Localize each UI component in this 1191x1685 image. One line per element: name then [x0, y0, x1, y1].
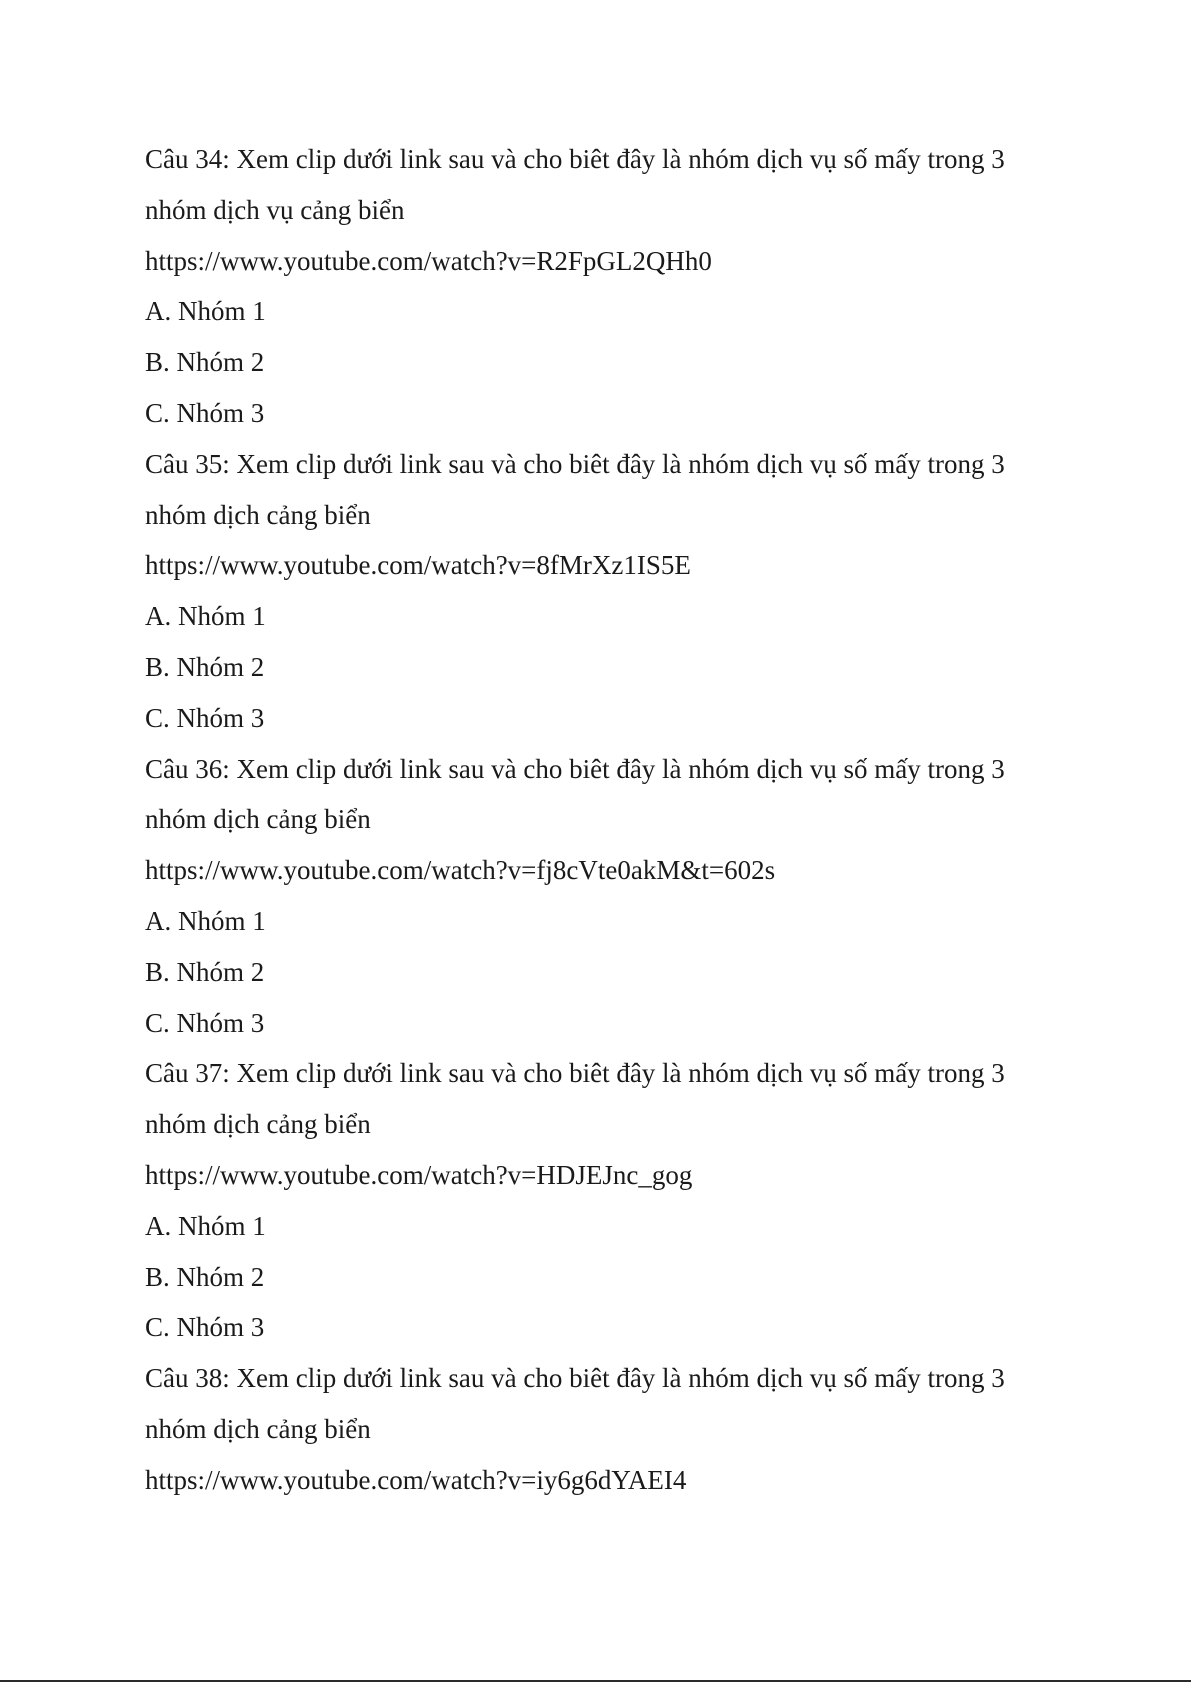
question-stem: Câu 34: Xem clip dưới link sau và cho biêt đây là nhóm dịch vụ số mấy trong 3	[145, 144, 1005, 174]
question-list	[145, 134, 1045, 1506]
answer-option: A. Nhóm 1	[145, 1210, 266, 1241]
question-block	[145, 1353, 1045, 1505]
question-stem-continued: nhóm dịch cảng biển	[145, 499, 371, 530]
video-link[interactable]: https://www.youtube.com/watch?v=iy6g6dYAEI4	[145, 1464, 687, 1495]
answer-option: A. Nhóm 1	[145, 296, 266, 327]
question-stem-continued: nhóm dịch vụ cảng biển	[145, 194, 405, 225]
question-block	[145, 134, 1045, 439]
question-stem-continued: nhóm dịch cảng biển	[145, 1109, 371, 1140]
answer-option: B. Nhóm 2	[145, 347, 265, 378]
answer-option: C. Nhóm 3	[145, 1007, 265, 1038]
question-stem-continued: nhóm dịch cảng biển	[145, 1413, 371, 1444]
video-link[interactable]: https://www.youtube.com/watch?v=fj8cVte0akM&t=602s	[145, 855, 776, 886]
answer-option: C. Nhóm 3	[145, 397, 265, 428]
answer-option: B. Nhóm 2	[145, 1261, 265, 1292]
answer-option: B. Nhóm 2	[145, 956, 265, 987]
question-stem-continued: nhóm dịch cảng biển	[145, 804, 371, 835]
answer-option: A. Nhóm 1	[145, 905, 266, 936]
answer-option: C. Nhóm 3	[145, 702, 265, 733]
video-link[interactable]: https://www.youtube.com/watch?v=8fMrXz1IS5E	[145, 550, 691, 581]
question-block	[145, 439, 1045, 744]
question-stem: Câu 37: Xem clip dưới link sau và cho biêt đây là nhóm dịch vụ số mấy trong 3	[145, 1058, 1005, 1089]
video-link[interactable]: https://www.youtube.com/watch?v=HDJEJnc_gog	[145, 1159, 693, 1190]
video-link[interactable]: https://www.youtube.com/watch?v=R2FpGL2QHh0	[145, 245, 712, 276]
page-bottom-border	[0, 1680, 1191, 1682]
answer-option: C. Nhóm 3	[145, 1312, 265, 1343]
question-block	[145, 744, 1045, 1049]
question-stem: Câu 38: Xem clip dưới link sau và cho biêt đây là nhóm dịch vụ số mấy trong 3	[145, 1363, 1005, 1394]
question-stem: Câu 35: Xem clip dưới link sau và cho biêt đây là nhóm dịch vụ số mấy trong 3	[145, 448, 1005, 479]
question-stem: Câu 36: Xem clip dưới link sau và cho biêt đây là nhóm dịch vụ số mấy trong 3	[145, 753, 1005, 784]
question-block	[145, 1048, 1045, 1353]
answer-option: A. Nhóm 1	[145, 601, 266, 632]
answer-option: B. Nhóm 2	[145, 651, 265, 682]
